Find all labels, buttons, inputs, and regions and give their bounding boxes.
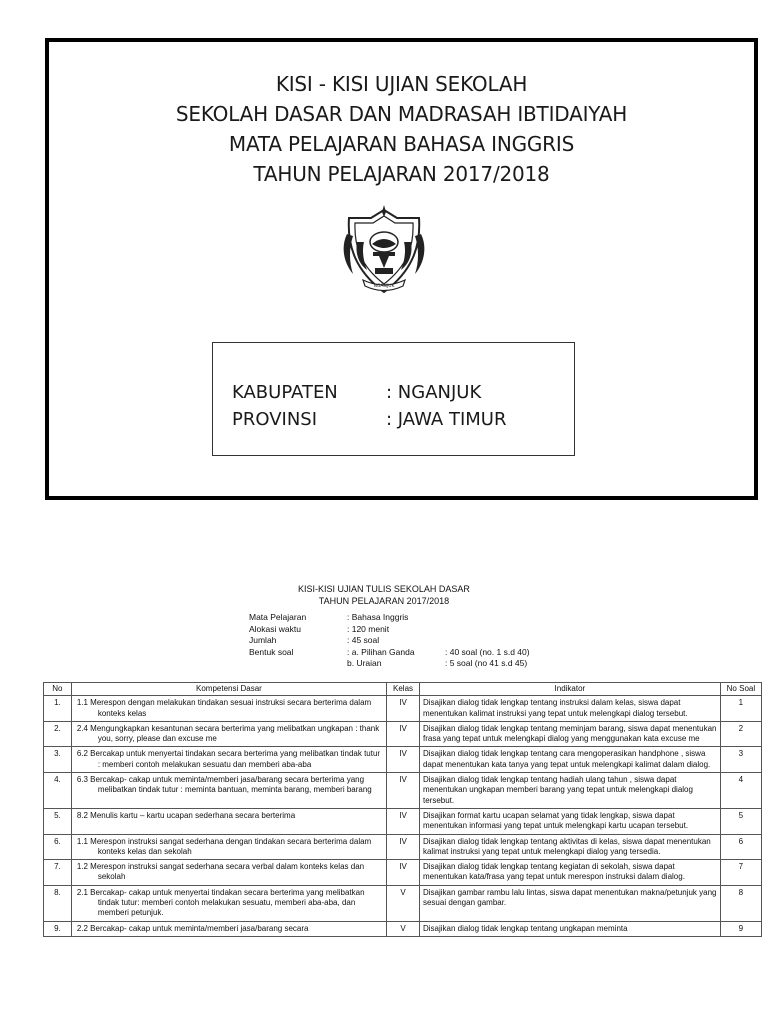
row-no: 2.	[44, 721, 72, 747]
meta-key: Mata Pelajaran	[249, 612, 307, 622]
competency-text: 8.2 Menulis kartu – kartu ucapan sederhana secara berterima	[76, 810, 296, 820]
class-cell: IV	[387, 721, 420, 747]
cover-title	[49, 69, 754, 189]
question-no-cell: 6	[720, 834, 761, 860]
cover-title-line-2: SEKOLAH DASAR DAN MADRASAH IBTIDAIYAH	[175, 102, 628, 126]
class-cell: V	[387, 921, 420, 936]
region-info-box	[212, 342, 575, 456]
regency-label: KABUPATEN	[232, 382, 338, 403]
emblem-text: NGANJUK	[373, 284, 395, 289]
meta-value: : 45 soal	[347, 635, 380, 646]
row-no: 6.	[44, 834, 72, 860]
indicator-cell: Disajikan dialog tidak lengkap tentang aktivitas di kelas, siswa dapat menentukan kalimat instruksi yang tepat untuk melengkapi dialog yang tersedia.	[419, 834, 720, 860]
meta-value: : Bahasa Inggris	[347, 612, 409, 622]
table-row	[44, 885, 762, 921]
header-no: No	[44, 683, 72, 696]
header-competency: Kompetensi Dasar	[71, 683, 386, 696]
province-row	[232, 409, 506, 430]
table-row	[44, 773, 762, 809]
meta-extra: : 40 soal (no. 1 s.d 40)	[445, 646, 530, 657]
competency-text: 1.1 Merespon dengan melakukan tindakan sesuai instruksi secara berterima dalam konteks kelas	[76, 698, 372, 718]
indicator-cell: Disajikan format kartu ucapan selamat yang tidak lengkap, siswa dapat menentukan informasi yang tepat untuk melengkapi kartu ucapan tersebut.	[419, 808, 720, 834]
competency-cell	[71, 696, 386, 722]
class-cell: IV	[387, 834, 420, 860]
question-no-cell: 8	[720, 885, 761, 921]
competency-text: 6.2 Bercakap untuk menyertai tindakan secara berterima yang melibatkan tindak tutur : memberi contoh melakukan sesuatu dan memberi aba-aba	[76, 749, 381, 769]
row-no: 5.	[44, 808, 72, 834]
meta-extra: : 5 soal (no 41 s.d 45)	[445, 658, 528, 669]
competency-text: 1.1 Merespon instruksi sangat sederhana dengan tindakan secara berterima dalam konteks kelas dan sekolah	[76, 836, 372, 856]
table-row	[44, 808, 762, 834]
doc-heading-line-1: KISI-KISI UJIAN TULIS SEKOLAH DASAR	[298, 584, 470, 594]
class-cell: IV	[387, 773, 420, 809]
question-no-cell: 2	[720, 721, 761, 747]
question-no-cell: 7	[720, 860, 761, 886]
doc-heading-line-2: TAHUN PELAJARAN 2017/2018	[318, 596, 450, 606]
indicator-cell: Disajikan dialog tidak lengkap tentang instruksi dalam kelas, siswa dapat menentukan kalimat instruksi yang tepat untuk melengkapi dialog tersebut.	[419, 696, 720, 722]
indicator-cell: Disajikan gambar rambu lalu lintas, siswa dapat menentukan makna/petunjuk yang sesuai dengan gambar.	[419, 885, 720, 921]
class-cell: V	[387, 885, 420, 921]
meta-key: Jumlah	[249, 635, 277, 646]
table-row	[44, 696, 762, 722]
competency-text: 6.3 Bercakap- cakap untuk meminta/memberi jasa/barang secara berterima yang melibatkan tindak tutur : meminta bantuan, meminta barang, memberi barang	[76, 775, 372, 795]
table-header-row	[44, 683, 762, 696]
table-body	[44, 696, 762, 937]
competency-cell	[71, 773, 386, 809]
table-row	[44, 860, 762, 886]
competency-cell	[71, 747, 386, 773]
row-no: 8.	[44, 885, 72, 921]
meta-key: Bentuk soal	[249, 646, 294, 657]
cover-title-line-4: TAHUN PELAJARAN 2017/2018	[253, 162, 550, 186]
competency-cell	[71, 921, 386, 936]
header-class: Kelas	[387, 683, 420, 696]
class-cell: IV	[387, 696, 420, 722]
question-no-cell: 5	[720, 808, 761, 834]
competency-cell	[71, 885, 386, 921]
table-row	[44, 721, 762, 747]
regency-row	[232, 382, 481, 403]
competency-cell	[71, 860, 386, 886]
table-row	[44, 834, 762, 860]
competency-table	[43, 682, 762, 937]
competency-cell	[71, 834, 386, 860]
cover-page-frame	[45, 38, 758, 500]
competency-cell	[71, 721, 386, 747]
indicator-cell: Disajikan dialog tidak lengkap tentang ungkapan meminta	[419, 921, 720, 936]
row-no: 3.	[44, 747, 72, 773]
regency-value: : NGANJUK	[386, 382, 482, 403]
class-cell: IV	[387, 747, 420, 773]
indicator-cell: Disajikan dialog tidak lengkap tentang hadiah ulang tahun , siswa dapat menentukan ungkapan memberi barang yang tepat untuk melengkapi dialog tersebut.	[419, 773, 720, 809]
competency-text: 2.1 Bercakap- cakap untuk menyertai tindakan secara berterima yang melibatkan tindak tutur: memberi contoh melakukan sesuatu, memberi aba-aba, dan memberi petunjuk.	[76, 887, 365, 918]
province-label: PROVINSI	[232, 409, 318, 430]
row-no: 7.	[44, 860, 72, 886]
meta-value: b. Uraian	[347, 658, 382, 669]
class-cell: IV	[387, 860, 420, 886]
question-no-cell: 4	[720, 773, 761, 809]
table-row	[44, 921, 762, 936]
competency-text: 2.4 Mengungkapkan kesantunan secara berterima yang melibatkan ungkapan : thank you, sorry, please dan excuse me	[76, 723, 380, 744]
question-no-cell: 9	[720, 921, 761, 936]
cover-title-line-3: MATA PELAJARAN BAHASA INGGRIS	[228, 132, 575, 156]
indicator-cell: Disajikan dialog tidak lengkap tentang cara mengoperasikan handphone , siswa dapat menentukan kata tanya yang tepat untuk melengkapi kalimat dalam dialog.	[419, 747, 720, 773]
question-no-cell: 1	[720, 696, 761, 722]
meta-value: : 120 menit	[347, 623, 390, 634]
province-value: : JAWA TIMUR	[386, 409, 507, 430]
regency-emblem-logo	[339, 204, 429, 298]
question-no-cell: 3	[720, 747, 761, 773]
header-indicator: Indikator	[419, 683, 720, 696]
cover-title-line-1: KISI - KISI UJIAN SEKOLAH	[275, 72, 528, 96]
row-no: 9.	[44, 921, 72, 936]
indicator-cell: Disajikan dialog tidak lengkap tentang meminjam barang, siswa dapat menentukan frasa yang tepat untuk melengkapi dialog yang menggunakan kata excuse me	[419, 721, 720, 747]
competency-text: 2.2 Bercakap- cakap untuk meminta/memberi jasa/barang secara	[76, 923, 309, 933]
row-no: 1.	[44, 696, 72, 722]
meta-value: : a. Pilihan Ganda	[347, 646, 415, 657]
indicator-cell: Disajikan dialog tidak lengkap tentang kegiatan di sekolah, siswa dapat menentukan kata/frasa yang tepat untuk merespon instruksi dalam dialog.	[419, 860, 720, 886]
table-row	[44, 747, 762, 773]
competency-text: 1.2 Merespon instruksi sangat sederhana secara verbal dalam konteks kelas dan sekolah	[76, 862, 365, 882]
competency-cell	[71, 808, 386, 834]
row-no: 4.	[44, 773, 72, 809]
class-cell: IV	[387, 808, 420, 834]
meta-key: Alokasi waktu	[249, 623, 301, 634]
header-question-no: No Soal	[720, 683, 761, 696]
